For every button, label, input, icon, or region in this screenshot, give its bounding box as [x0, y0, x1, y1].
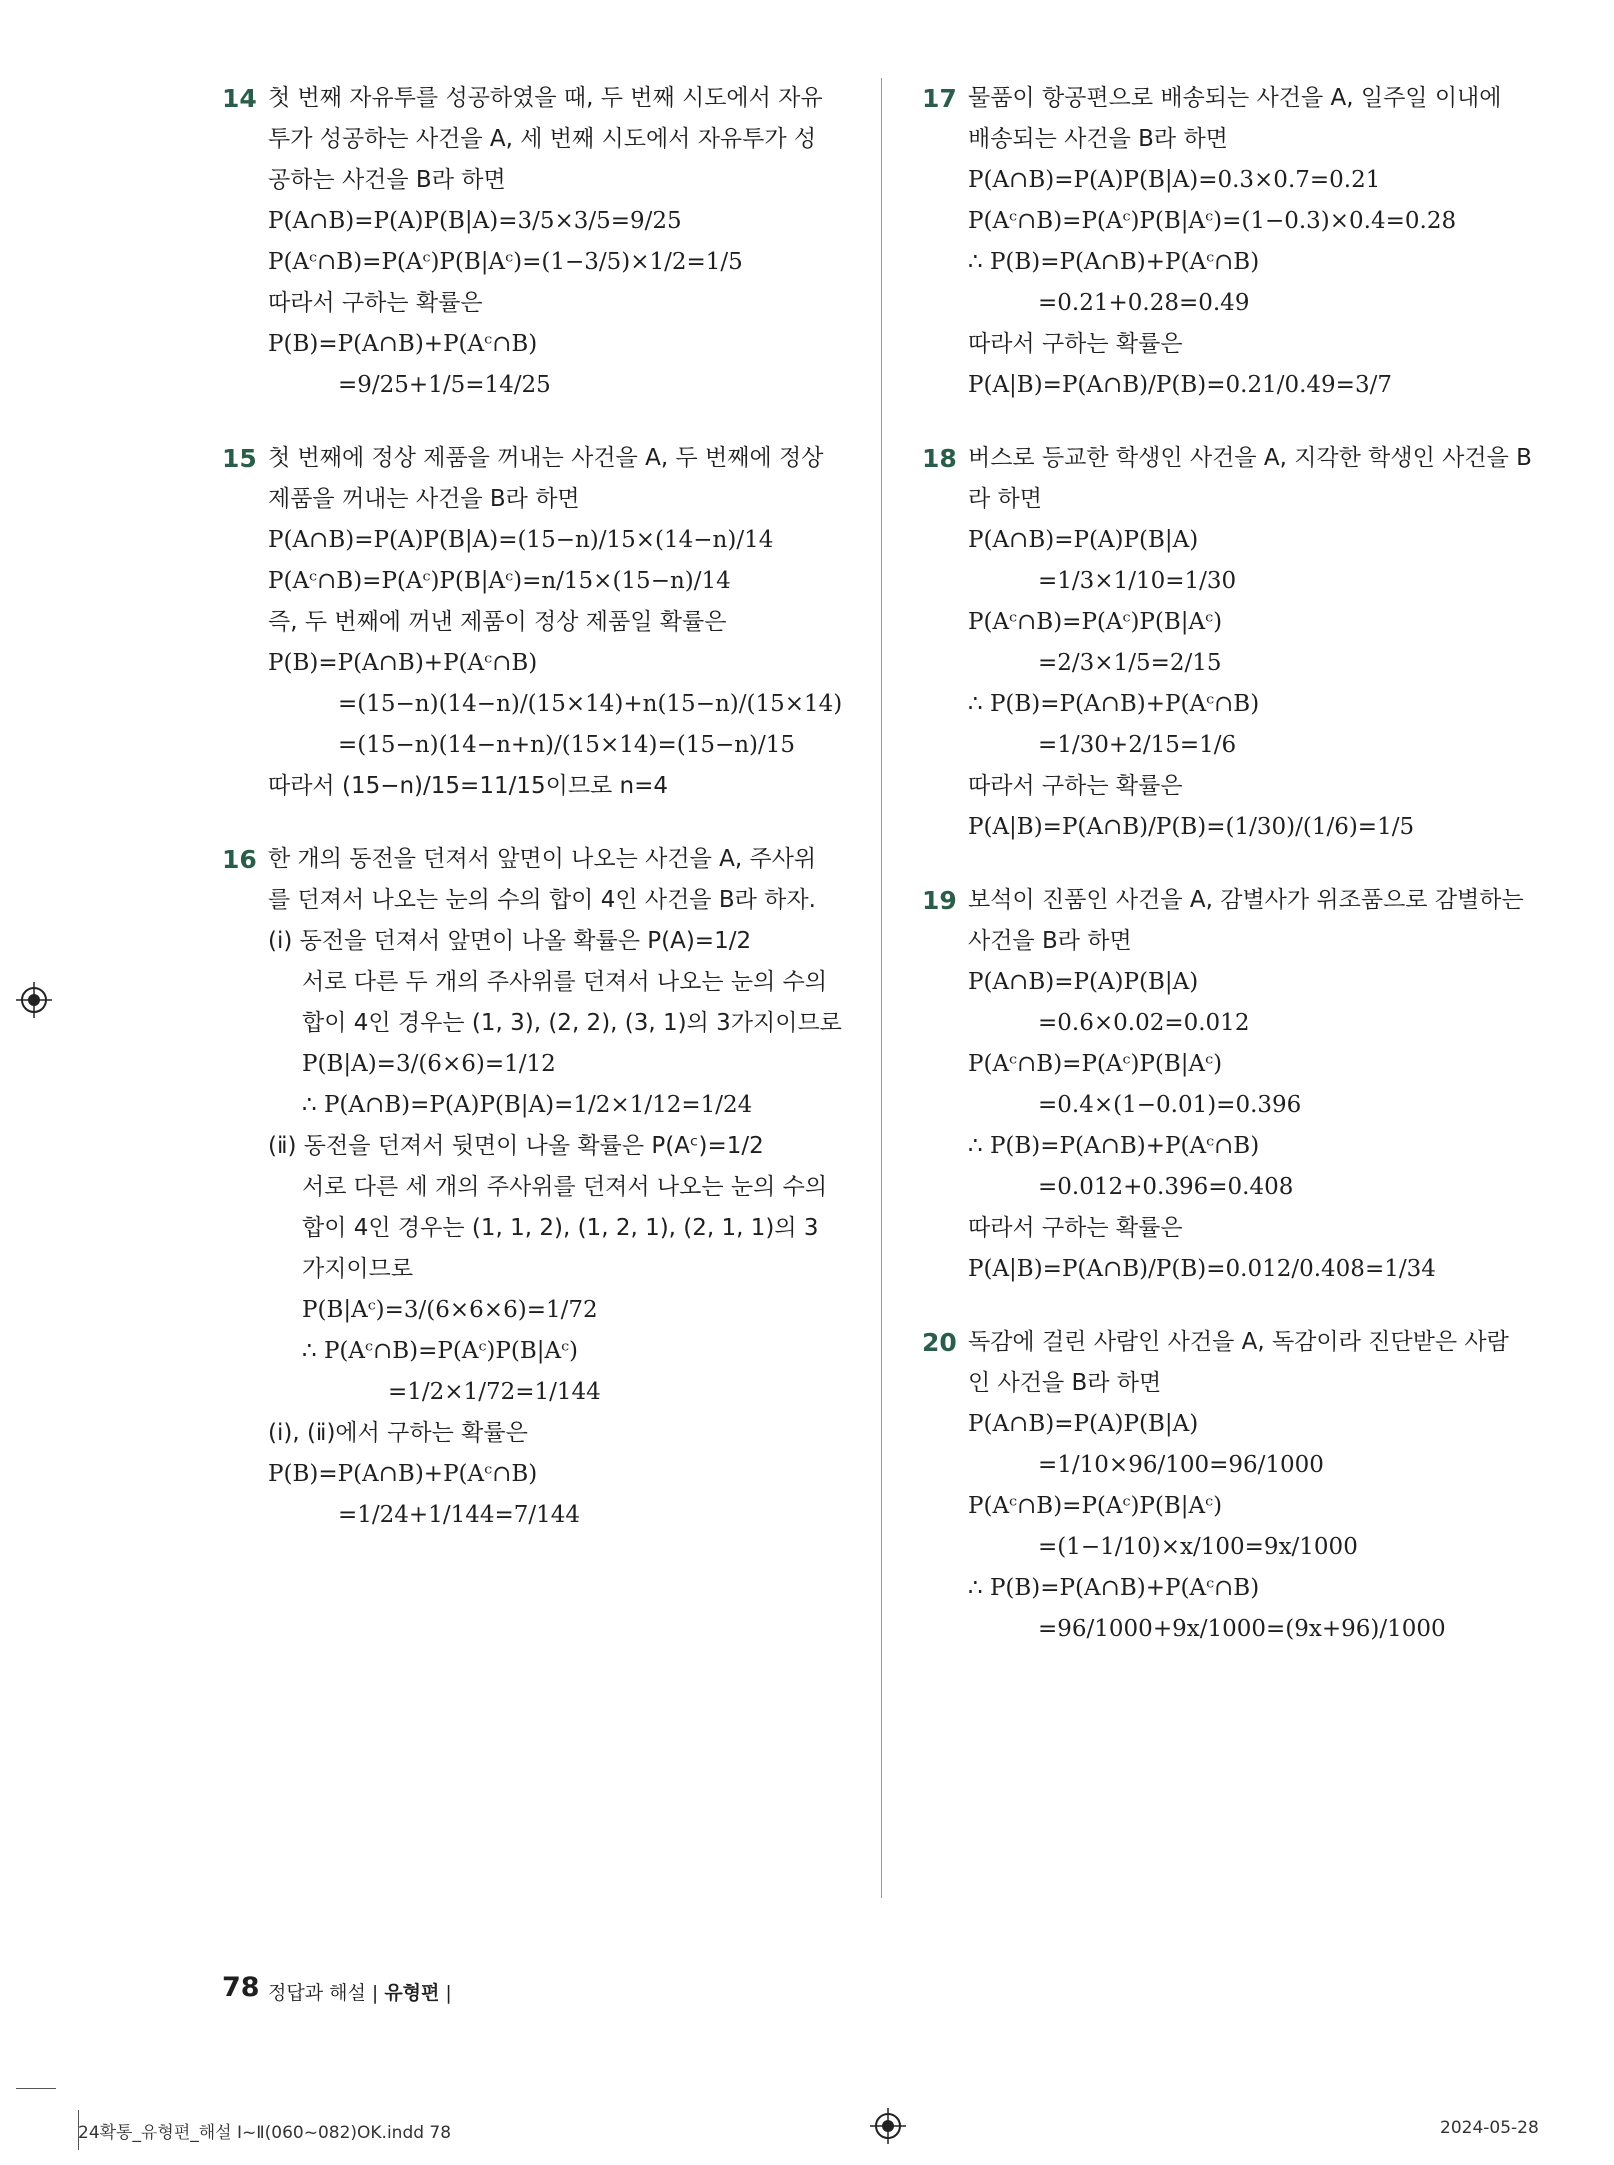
solution-line: 즉, 두 번째에 꺼낸 제품이 정상 제품일 확률은 — [268, 609, 727, 635]
equation-line: P(A|B)=P(A∩B)/P(B)=(1/30)/(1/6)=1/5 — [968, 814, 1415, 840]
solution-line: 합이 4인 경우는 (1, 3), (2, 2), (3, 1)의 3가지이므로 — [302, 1010, 842, 1036]
case-heading: (ⅰ) 동전을 던져서 앞면이 나올 확률은 P(A)=1/2 — [268, 928, 752, 954]
equation-line: P(B)=P(A∩B)+P(Aᶜ∩B) — [268, 331, 538, 357]
solution-line: 투가 성공하는 사건을 A, 세 번째 시도에서 자유투가 성 — [268, 126, 817, 152]
equation-line: ∴ P(B)=P(A∩B)+P(Aᶜ∩B) — [968, 691, 1260, 717]
solution-line: 서로 다른 두 개의 주사위를 던져서 나오는 눈의 수의 — [302, 969, 828, 995]
case-heading: (ⅱ) 동전을 던져서 뒷면이 나올 확률은 P(Aᶜ)=1/2 — [268, 1133, 764, 1159]
problem-18 — [922, 438, 1552, 848]
footer-separator: | — [371, 1982, 385, 2004]
solution-line: 첫 번째 자유투를 성공하였을 때, 두 번째 시도에서 자유 — [268, 85, 823, 111]
footer-separator: | — [445, 1982, 452, 2004]
footer-section-name: 유형편 — [384, 1982, 440, 2004]
right-column — [922, 78, 1552, 1682]
equation-line: P(B|Aᶜ)=3/(6×6×6)=1/72 — [302, 1297, 598, 1323]
solution-line: 따라서 구하는 확률은 — [968, 1215, 1183, 1241]
solution-line: 라 하면 — [968, 486, 1042, 512]
solution-line: 독감에 걸린 사람인 사건을 A, 독감이라 진단받은 사람 — [968, 1329, 1509, 1355]
registration-mark-icon — [16, 982, 52, 1018]
left-column — [222, 78, 852, 1568]
equation-line: P(A|B)=P(A∩B)/P(B)=0.21/0.49=3/7 — [968, 372, 1392, 398]
problem-number: 20 — [922, 1328, 957, 1357]
footer-label — [268, 1978, 452, 2005]
solution-line: 제품을 꺼내는 사건을 B라 하면 — [268, 486, 580, 512]
solution-line: 서로 다른 세 개의 주사위를 던져서 나오는 눈의 수의 — [302, 1174, 828, 1200]
problem-number: 19 — [922, 886, 957, 915]
equation-line: P(A∩B)=P(A)P(B|A)=3/5×3/5=9/25 — [268, 208, 682, 234]
solution-line: 따라서 구하는 확률은 — [268, 290, 483, 316]
equation-line: =1/3×1/10=1/30 — [1038, 568, 1237, 594]
equation-line: ∴ P(A∩B)=P(A)P(B|A)=1/2×1/12=1/24 — [302, 1092, 753, 1118]
print-date: 2024-05-28 — [1440, 2118, 1539, 2138]
problem-number: 14 — [222, 84, 257, 113]
equation-line: P(Aᶜ∩B)=P(Aᶜ)P(B|Aᶜ) — [968, 1051, 1223, 1077]
equation-line: =1/30+2/15=1/6 — [1038, 732, 1237, 758]
solution-line: 따라서 구하는 확률은 — [968, 773, 1183, 799]
problem-number: 15 — [222, 444, 257, 473]
equation-line: P(Aᶜ∩B)=P(Aᶜ)P(B|Aᶜ) — [968, 1493, 1223, 1519]
problem-number: 17 — [922, 84, 957, 113]
equation-line: =(15−n)(14−n+n)/(15×14)=(15−n)/15 — [338, 732, 796, 758]
solution-line: 따라서 구하는 확률은 — [968, 331, 1183, 357]
equation-line: =9/25+1/5=14/25 — [338, 372, 551, 398]
column-divider — [881, 78, 882, 1898]
solution-line: 따라서 (15−n)/15=11/15이므로 n=4 — [268, 773, 669, 799]
problem-number: 18 — [922, 444, 957, 473]
equation-line: =(15−n)(14−n)/(15×14)+n(15−n)/(15×14) — [338, 691, 843, 717]
solution-line: 한 개의 동전을 던져서 앞면이 나오는 사건을 A, 주사위 — [268, 846, 817, 872]
equation-line: P(B)=P(A∩B)+P(Aᶜ∩B) — [268, 650, 538, 676]
problem-19 — [922, 880, 1552, 1290]
equation-line: P(A∩B)=P(A)P(B|A)=0.3×0.7=0.21 — [968, 167, 1381, 193]
equation-line: P(Aᶜ∩B)=P(Aᶜ)P(B|Aᶜ)=(1−3/5)×1/2=1/5 — [268, 249, 743, 275]
solution-line: 사건을 B라 하면 — [968, 928, 1132, 954]
equation-line: =2/3×1/5=2/15 — [1038, 650, 1222, 676]
solution-line: 첫 번째에 정상 제품을 꺼내는 사건을 A, 두 번째에 정상 — [268, 445, 824, 471]
equation-line: =0.4×(1−0.01)=0.396 — [1038, 1092, 1302, 1118]
equation-line: P(Aᶜ∩B)=P(Aᶜ)P(B|Aᶜ)=n/15×(15−n)/14 — [268, 568, 731, 594]
equation-line: ∴ P(B)=P(A∩B)+P(Aᶜ∩B) — [968, 249, 1260, 275]
equation-line: =1/2×1/72=1/144 — [388, 1379, 601, 1405]
equation-line: P(A∩B)=P(A)P(B|A) — [968, 969, 1199, 995]
solution-line: 공하는 사건을 B라 하면 — [268, 167, 506, 193]
problem-20 — [922, 1322, 1552, 1650]
equation-line: =96/1000+9x/1000=(9x+96)/1000 — [1038, 1616, 1446, 1642]
equation-line: =(1−1/10)×x/100=9x/1000 — [1038, 1534, 1358, 1560]
footer-section-title: 정답과 해설 — [268, 1982, 366, 2004]
solution-line: 를 던져서 나오는 눈의 수의 합이 4인 사건을 B라 하자. — [268, 887, 816, 913]
problem-16 — [222, 839, 852, 1536]
equation-line: =0.6×0.02=0.012 — [1038, 1010, 1250, 1036]
equation-line: =1/10×96/100=96/1000 — [1038, 1452, 1324, 1478]
solution-line: 인 사건을 B라 하면 — [968, 1370, 1162, 1396]
equation-line: P(A∩B)=P(A)P(B|A)=(15−n)/15×(14−n)/14 — [268, 527, 774, 553]
equation-line: P(A∩B)=P(A)P(B|A) — [968, 1411, 1199, 1437]
solution-line: 합이 4인 경우는 (1, 1, 2), (1, 2, 1), (2, 1, 1)의 3 — [302, 1215, 819, 1241]
equation-line: ∴ P(B)=P(A∩B)+P(Aᶜ∩B) — [968, 1133, 1260, 1159]
equation-line: =1/24+1/144=7/144 — [338, 1502, 581, 1528]
solution-line: 버스로 등교한 학생인 사건을 A, 지각한 학생인 사건을 B — [968, 445, 1532, 471]
solution-line: 물품이 항공편으로 배송되는 사건을 A, 일주일 이내에 — [968, 85, 1502, 111]
equation-line: P(A|B)=P(A∩B)/P(B)=0.012/0.408=1/34 — [968, 1256, 1436, 1282]
equation-line: =0.21+0.28=0.49 — [1038, 290, 1250, 316]
problem-number: 16 — [222, 845, 257, 874]
solution-line: 보석이 진품인 사건을 A, 감별사가 위조품으로 감별하는 — [968, 887, 1524, 913]
equation-line: P(B)=P(A∩B)+P(Aᶜ∩B) — [268, 1461, 538, 1487]
equation-line: P(Aᶜ∩B)=P(Aᶜ)P(B|Aᶜ) — [968, 609, 1223, 635]
solution-line: 가지이므로 — [302, 1256, 414, 1282]
equation-line: P(Aᶜ∩B)=P(Aᶜ)P(B|Aᶜ)=(1−0.3)×0.4=0.28 — [968, 208, 1457, 234]
problem-15 — [222, 438, 852, 807]
equation-line: P(A∩B)=P(A)P(B|A) — [968, 527, 1199, 553]
print-file-info: 24확통_유형편_해설 Ⅰ~Ⅱ(060~082)OK.indd 78 — [78, 2123, 452, 2143]
problem-17 — [922, 78, 1552, 406]
equation-line: ∴ P(Aᶜ∩B)=P(Aᶜ)P(B|Aᶜ) — [302, 1338, 579, 1364]
crop-mark — [16, 2088, 56, 2089]
equation-line: P(B|A)=3/(6×6)=1/12 — [302, 1051, 556, 1077]
page-number: 78 — [222, 1972, 260, 2003]
solution-line: (ⅰ), (ⅱ)에서 구하는 확률은 — [268, 1420, 528, 1446]
registration-mark-icon — [870, 2108, 906, 2144]
problem-14 — [222, 78, 852, 406]
equation-line: =0.012+0.396=0.408 — [1038, 1174, 1294, 1200]
solution-line: 배송되는 사건을 B라 하면 — [968, 126, 1228, 152]
equation-line: ∴ P(B)=P(A∩B)+P(Aᶜ∩B) — [968, 1575, 1260, 1601]
